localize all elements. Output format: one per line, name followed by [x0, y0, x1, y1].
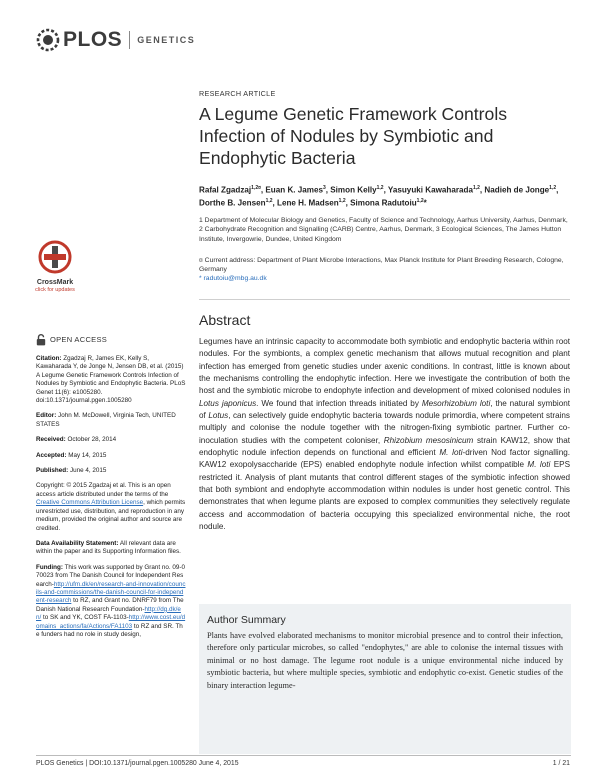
- logo-text: PLOS: [63, 28, 123, 51]
- current-address: ¤ Current address: Department of Plant Microbe Interactions, Max Planck Institute for Plant Breeding Research, Cologne, Germany: [199, 257, 564, 274]
- data-availability-label: Data Availability Statement:: [36, 539, 119, 547]
- logo-divider: [129, 31, 130, 49]
- footer-citation: PLOS Genetics | DOI:10.1371/journal.pgen.1005280 June 4, 2015: [36, 760, 239, 767]
- abstract-heading: Abstract: [199, 312, 251, 328]
- open-access-label: OPEN ACCESS: [50, 334, 108, 344]
- accepted-label: Accepted:: [36, 451, 67, 459]
- copyright-block: [36, 482, 186, 532]
- journal-logo[interactable]: [36, 28, 195, 52]
- accepted-date: May 14, 2015: [68, 451, 107, 459]
- funding-text-3: to SK and YK, COST FA-1103-: [41, 614, 129, 622]
- received-label: Received:: [36, 436, 66, 444]
- funding-block: [36, 564, 186, 640]
- funding-text-4: to RZ and SR. The funders had no role in study design,: [36, 622, 183, 638]
- citation-text: Zgadzaj R, James EK, Kelly S, Kawaharada Y, de Jonge N, Jensen DB, et al. (2015) A Legume Genetic Framework Controls Infection of Nodules by Symbiotic and Endophytic Bacteria. PLoS Genet 11(6): e1005280. doi:10.1371/journal.pgen.1005280: [36, 355, 186, 405]
- author-summary-heading: Author Summary: [207, 614, 286, 626]
- section-divider: [199, 299, 570, 300]
- footer-divider: [36, 755, 571, 756]
- open-access-badge: [36, 334, 186, 346]
- article-metadata-sidebar: [36, 334, 186, 646]
- journal-name: GENETICS: [137, 35, 196, 45]
- author-list: Rafal Zgadzaj$^{1,2¤}$, Euan K. James$^3$, Simon Kelly$^{1,2}$, Yasuyuki Kawaharada$^{1,2}$, Nadieh de Jonge$^{1,2}$, Dorthe B. Jensen$^{1,2}$, Lene H. Madsen$^{1,2}$, Simona Radutoiu$^{1,2}$*: [199, 185, 559, 208]
- crossmark-label: CrossMark: [36, 279, 74, 286]
- license-link[interactable]: Creative Commons Attribution License: [36, 499, 144, 507]
- data-availability-block: [36, 540, 186, 557]
- citation-label: Citation:: [36, 355, 62, 362]
- crossmark-badge[interactable]: [32, 240, 78, 293]
- author-summary-box: [199, 604, 571, 754]
- published-label: Published:: [36, 467, 69, 475]
- crossmark-caption: click for updates: [35, 287, 75, 293]
- received-block: [36, 436, 186, 444]
- funding-link-dg[interactable]: http://dg.dk/en/: [36, 605, 181, 622]
- published-block: [36, 467, 186, 475]
- plos-logo-icon: [36, 28, 60, 52]
- article-type: RESEARCH ARTICLE: [199, 89, 276, 98]
- funding-link-cost[interactable]: http://www.cost.eu/domains_actions/fa/Actions/FA1103: [36, 614, 186, 630]
- funding-text-2: to RZ, and Grant no. DNRF79 from The Danish National Research Foundation-: [36, 597, 184, 613]
- data-availability-text: All relevant data are within the paper and its Supporting Information files.: [36, 539, 181, 556]
- copyright-text-2: , which permits unrestricted use, distribution, and reproduction in any medium, provided the original author and source are credited.: [36, 499, 186, 532]
- received-date: October 28, 2014: [67, 436, 117, 444]
- crossmark-icon: [38, 240, 72, 274]
- affiliations: 1 Department of Molecular Biology and Genetics, Faculty of Science and Technology, Aarhus University, Aarhus, Denmark, 2 Carbohydrate Recognition and Signalling (CARB) Centre, Aarhus, Denmark, 3 Ecological Sciences, The James Hutton Institute, Invergowrie, Dundee, United Kingdom: [199, 217, 568, 243]
- funding-label: Funding:: [36, 563, 63, 571]
- open-lock-icon: [36, 334, 46, 346]
- editor-text: John M. McDowell, Virginia Tech, UNITED STATES: [36, 412, 176, 428]
- published-date: June 4, 2015: [69, 467, 107, 475]
- accepted-block: [36, 452, 186, 460]
- editor-block: [36, 412, 186, 429]
- funding-link-ufm[interactable]: http://ufm.dk/en/research-and-innovation/councils-and-commissions/the-danish-council-for-independent-research: [36, 580, 186, 605]
- corresponding-email[interactable]: * radutoiu@mbg.au.dk: [199, 275, 267, 282]
- funding-text-1: This work was supported by Grant no. 09-070023 from The Danish Council for Independent Research-: [36, 563, 185, 588]
- abstract-text: Legumes have an intrinsic capacity to accommodate both symbiotic and endophytic bacteria within root nodules. For the symbionts, a complex genetic mechanism that allows mutual recognition and plant infection has emerged from genetic studies under axenic conditions. In contrast, little is known about the mechanisms controlling the endophytic infection. Here we investigate the contribution of both the host and the symbiotic microbe to endophyte infection and development of mixed colonised nodules in Lotus japonicus. We found that infection threads initiated by Mesorhizobium loti, the natural symbiont of Lotus, can selectively guide endophytic bacteria towards nodule primordia, where competent strains multiply and colonise the nodule together with the nitrogen-fixing symbiotic partner. Further co-inoculation studies with the competent coloniser, Rhizobium mesosinicum strain KAW12, show that endophytic nodule infection depends on functional and efficient M. loti-driven Nod factor signalling. KAW12 exopolysaccharide (EPS) enabled endophyte nodule infection whilst compatible M. loti EPS restricted it. Analysis of plant mutants that control different stages of the symbiotic infection showed that both symbiont and endophyte accommodation within nodules is under host genetic control. This demonstrates that when legume plants are exposed to complex communities they selectively regulate access and accommodation of bacteria occupying this specialized environmental niche, the root nodule.: [199, 337, 571, 532]
- editor-label: Editor:: [36, 412, 57, 420]
- author-summary-text: Plants have evolved elaborated mechanisms to monitor microbial presence and to control their infection, therefore only particular microbes, so called "endophytes," are able to colonise the internal tissues with minimal or no host damage. The legume root nodule is a unique environmental niche induced by symbiotic bacteria, but where multiple species, symbiotic and endophytic co-exist. Genetic studies of the binary interaction legume-: [207, 631, 563, 690]
- article-title: A Legume Genetic Framework Controls Infection of Nodules by Symbiotic and Endophytic Bacteria: [199, 104, 508, 168]
- page-number: 1 / 21: [552, 760, 570, 767]
- copyright-text-1: Copyright: © 2015 Zgadzaj et al. This is an open access article distributed under the terms of the: [36, 482, 171, 498]
- citation-block: [36, 355, 186, 405]
